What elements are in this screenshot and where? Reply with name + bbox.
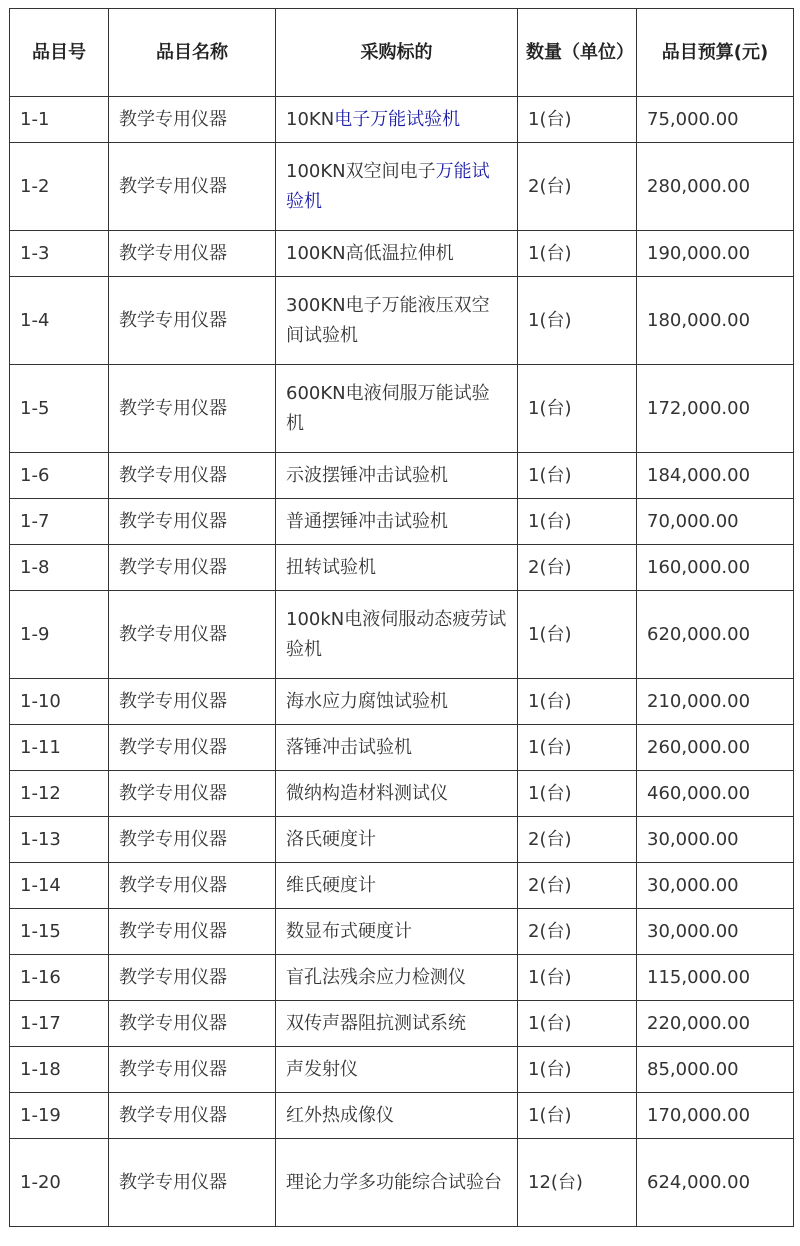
cell-budget: 190,000.00	[637, 231, 794, 277]
cell-procurement-target: 红外热成像仪	[276, 1093, 518, 1139]
table-row	[10, 365, 794, 453]
target-link[interactable]: 电子万能试验机	[334, 108, 461, 130]
table-row	[10, 499, 794, 545]
table-row	[10, 817, 794, 863]
cell-item-name: 教学专用仪器	[109, 591, 276, 679]
cell-budget: 115,000.00	[637, 955, 794, 1001]
cell-item-name: 教学专用仪器	[109, 771, 276, 817]
cell-procurement-target: 300KN电子万能液压双空间试验机	[276, 277, 518, 365]
cell-budget: 170,000.00	[637, 1093, 794, 1139]
cell-item-name: 教学专用仪器	[109, 679, 276, 725]
cell-item-name: 教学专用仪器	[109, 863, 276, 909]
cell-item-name: 教学专用仪器	[109, 97, 276, 143]
cell-procurement-target: 海水应力腐蚀试验机	[276, 679, 518, 725]
target-text: 100KN双空间电子	[286, 160, 436, 182]
header-item-name: 品目名称	[109, 9, 276, 97]
cell-procurement-target	[276, 97, 518, 143]
target-text: 10KN	[286, 108, 335, 130]
cell-item-name: 教学专用仪器	[109, 365, 276, 453]
table-row	[10, 955, 794, 1001]
cell-budget: 210,000.00	[637, 679, 794, 725]
header-procurement-target: 采购标的	[276, 9, 518, 97]
cell-budget: 160,000.00	[637, 545, 794, 591]
cell-item-number: 1-2	[10, 143, 109, 231]
table-row	[10, 591, 794, 679]
cell-item-name: 教学专用仪器	[109, 909, 276, 955]
cell-quantity: 1(台)	[518, 453, 637, 499]
cell-item-number: 1-13	[10, 817, 109, 863]
cell-item-name: 教学专用仪器	[109, 231, 276, 277]
cell-item-number: 1-1	[10, 97, 109, 143]
cell-item-number: 1-8	[10, 545, 109, 591]
cell-item-name: 教学专用仪器	[109, 1093, 276, 1139]
cell-quantity: 2(台)	[518, 909, 637, 955]
cell-item-name: 教学专用仪器	[109, 143, 276, 231]
cell-budget: 30,000.00	[637, 863, 794, 909]
cell-quantity: 1(台)	[518, 679, 637, 725]
cell-item-number: 1-20	[10, 1139, 109, 1227]
cell-item-number: 1-6	[10, 453, 109, 499]
cell-budget: 460,000.00	[637, 771, 794, 817]
cell-item-number: 1-16	[10, 955, 109, 1001]
cell-item-number: 1-14	[10, 863, 109, 909]
table-row	[10, 771, 794, 817]
cell-item-number: 1-15	[10, 909, 109, 955]
cell-item-number: 1-18	[10, 1047, 109, 1093]
cell-budget: 280,000.00	[637, 143, 794, 231]
table-row	[10, 143, 794, 231]
table-row	[10, 1001, 794, 1047]
cell-quantity: 1(台)	[518, 725, 637, 771]
cell-budget: 220,000.00	[637, 1001, 794, 1047]
cell-procurement-target: 扭转试验机	[276, 545, 518, 591]
cell-item-number: 1-5	[10, 365, 109, 453]
cell-procurement-target: 微纳构造材料测试仪	[276, 771, 518, 817]
cell-procurement-target: 理论力学多功能综合试验台	[276, 1139, 518, 1227]
cell-item-name: 教学专用仪器	[109, 277, 276, 365]
cell-item-name: 教学专用仪器	[109, 817, 276, 863]
cell-item-number: 1-10	[10, 679, 109, 725]
cell-procurement-target: 600KN电液伺服万能试验机	[276, 365, 518, 453]
cell-item-name: 教学专用仪器	[109, 453, 276, 499]
cell-quantity: 1(台)	[518, 1093, 637, 1139]
procurement-table	[9, 8, 794, 1227]
table-row	[10, 453, 794, 499]
header-quantity: 数量（单位）	[518, 9, 637, 97]
cell-item-number: 1-4	[10, 277, 109, 365]
table-row	[10, 863, 794, 909]
cell-quantity: 1(台)	[518, 1001, 637, 1047]
cell-quantity: 1(台)	[518, 955, 637, 1001]
cell-procurement-target: 声发射仪	[276, 1047, 518, 1093]
cell-procurement-target: 盲孔法残余应力检测仪	[276, 955, 518, 1001]
cell-quantity: 1(台)	[518, 499, 637, 545]
cell-item-name: 教学专用仪器	[109, 499, 276, 545]
cell-item-number: 1-9	[10, 591, 109, 679]
cell-procurement-target: 数显布式硬度计	[276, 909, 518, 955]
cell-item-number: 1-3	[10, 231, 109, 277]
cell-budget: 180,000.00	[637, 277, 794, 365]
cell-quantity: 1(台)	[518, 97, 637, 143]
cell-procurement-target: 双传声器阻抗测试系统	[276, 1001, 518, 1047]
cell-budget: 172,000.00	[637, 365, 794, 453]
cell-quantity: 2(台)	[518, 545, 637, 591]
table-row	[10, 1047, 794, 1093]
cell-budget: 624,000.00	[637, 1139, 794, 1227]
cell-procurement-target: 示波摆锤冲击试验机	[276, 453, 518, 499]
cell-quantity: 2(台)	[518, 143, 637, 231]
cell-budget: 30,000.00	[637, 817, 794, 863]
cell-procurement-target: 落锤冲击试验机	[276, 725, 518, 771]
header-budget: 品目预算(元)	[637, 9, 794, 97]
cell-quantity: 1(台)	[518, 591, 637, 679]
table-row	[10, 231, 794, 277]
table-header-row	[10, 9, 794, 97]
cell-budget: 30,000.00	[637, 909, 794, 955]
cell-procurement-target: 维氏硬度计	[276, 863, 518, 909]
table-row	[10, 1139, 794, 1227]
cell-procurement-target: 普通摆锤冲击试验机	[276, 499, 518, 545]
cell-budget: 70,000.00	[637, 499, 794, 545]
cell-item-name: 教学专用仪器	[109, 955, 276, 1001]
cell-quantity: 1(台)	[518, 771, 637, 817]
target-link[interactable]: 万能试验机	[286, 160, 490, 212]
cell-item-number: 1-17	[10, 1001, 109, 1047]
table-row	[10, 545, 794, 591]
cell-budget: 184,000.00	[637, 453, 794, 499]
table-row	[10, 909, 794, 955]
cell-quantity: 1(台)	[518, 231, 637, 277]
cell-quantity: 2(台)	[518, 817, 637, 863]
cell-quantity: 1(台)	[518, 1047, 637, 1093]
cell-item-name: 教学专用仪器	[109, 545, 276, 591]
cell-item-number: 1-11	[10, 725, 109, 771]
header-item-number: 品目号	[10, 9, 109, 97]
cell-quantity: 1(台)	[518, 277, 637, 365]
cell-item-number: 1-19	[10, 1093, 109, 1139]
table-row	[10, 1093, 794, 1139]
cell-budget: 75,000.00	[637, 97, 794, 143]
cell-quantity: 2(台)	[518, 863, 637, 909]
cell-budget: 85,000.00	[637, 1047, 794, 1093]
cell-item-name: 教学专用仪器	[109, 725, 276, 771]
table-row	[10, 725, 794, 771]
cell-item-number: 1-12	[10, 771, 109, 817]
cell-item-number: 1-7	[10, 499, 109, 545]
cell-budget: 260,000.00	[637, 725, 794, 771]
cell-item-name: 教学专用仪器	[109, 1047, 276, 1093]
table-row	[10, 97, 794, 143]
cell-procurement-target: 100KN高低温拉伸机	[276, 231, 518, 277]
cell-procurement-target: 洛氏硬度计	[276, 817, 518, 863]
cell-budget: 620,000.00	[637, 591, 794, 679]
table-row	[10, 277, 794, 365]
table-row	[10, 679, 794, 725]
cell-item-name: 教学专用仪器	[109, 1001, 276, 1047]
cell-item-name: 教学专用仪器	[109, 1139, 276, 1227]
cell-quantity: 12(台)	[518, 1139, 637, 1227]
cell-quantity: 1(台)	[518, 365, 637, 453]
cell-procurement-target: 100kN电液伺服动态疲劳试验机	[276, 591, 518, 679]
cell-procurement-target	[276, 143, 518, 231]
